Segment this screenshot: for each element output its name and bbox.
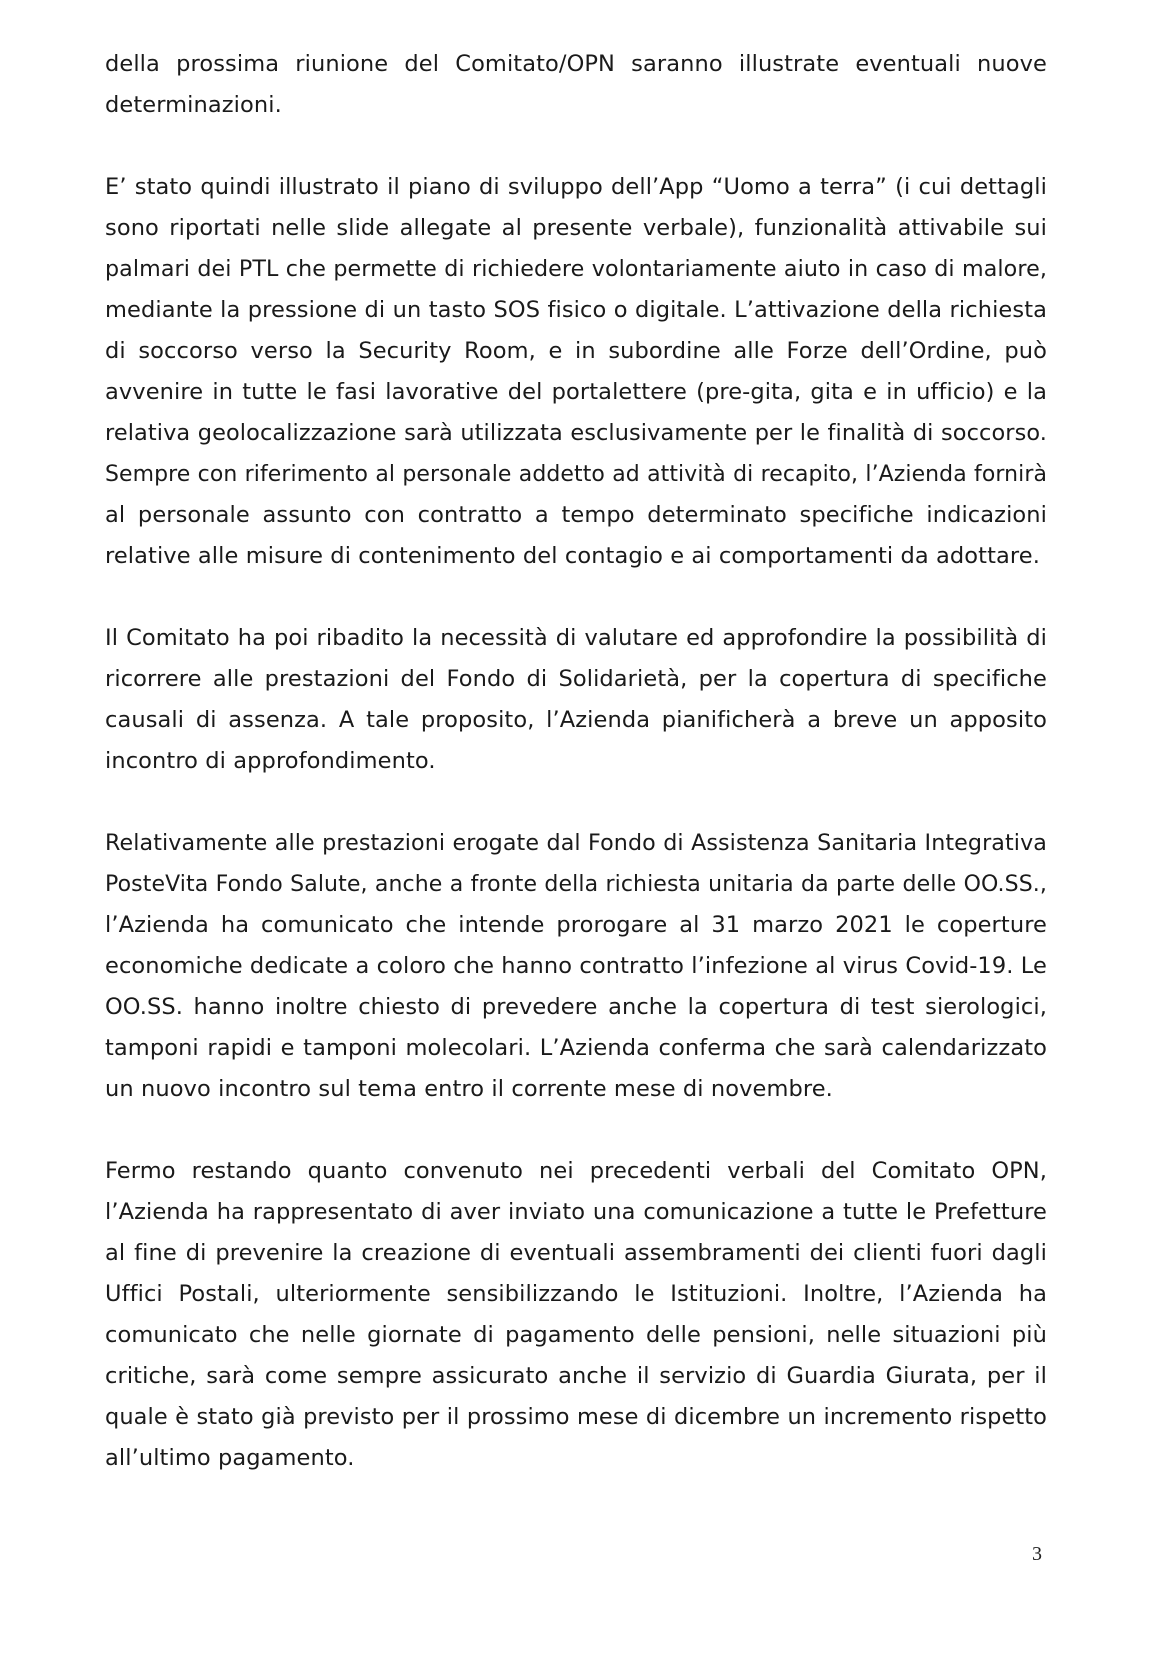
text-line: determinazioni. xyxy=(105,92,282,118)
text-line: E’ stato quindi illustrato il piano di sviluppo dell’App “Uomo a terra” (i cui dettagli xyxy=(105,174,1047,200)
text-line: causali di assenza. A tale proposito, l’Azienda pianificherà a breve un apposito xyxy=(105,707,1047,733)
text-line: Uffici Postali, ulteriormente sensibilizzando le Istituzioni. Inoltre, l’Azienda ha xyxy=(105,1281,1047,1307)
paragraph-spacer xyxy=(105,126,1047,167)
text-line: l’Azienda ha comunicato che intende prorogare al 31 marzo 2021 le coperture xyxy=(105,912,1047,938)
text-line: Sempre con riferimento al personale addetto ad attività di recapito, l’Azienda fornirà xyxy=(105,462,1047,487)
text-line: ricorrere alle prestazioni del Fondo di Solidarietà, per la copertura di specifiche xyxy=(105,666,1047,692)
paragraph-2 xyxy=(105,167,1047,577)
paragraph-4 xyxy=(105,823,1047,1110)
paragraph-spacer xyxy=(105,782,1047,823)
paragraph-spacer xyxy=(105,577,1047,618)
page-number: 3 xyxy=(1032,1543,1042,1565)
text-line: OO.SS. hanno inoltre chiesto di prevedere anche la copertura di test sierologici, xyxy=(105,994,1047,1020)
paragraph-5 xyxy=(105,1151,1047,1479)
paragraph-spacer xyxy=(105,1110,1047,1151)
text-line: un nuovo incontro sul tema entro il corrente mese di novembre. xyxy=(105,1076,833,1102)
text-line: Il Comitato ha poi ribadito la necessità di valutare ed approfondire la possibilità di xyxy=(105,625,1047,651)
text-line: sono riportati nelle slide allegate al presente verbale), funzionalità attivabile sui xyxy=(105,215,1047,241)
paragraph-3 xyxy=(105,618,1047,782)
text-line: della prossima riunione del Comitato/OPN saranno illustrate eventuali nuove xyxy=(105,51,1047,77)
text-line: relativa geolocalizzazione sarà utilizzata esclusivamente per le finalità di soccorso. xyxy=(105,420,1047,446)
text-line: comunicato che nelle giornate di pagamento delle pensioni, nelle situazioni più xyxy=(105,1322,1047,1348)
text-line: di soccorso verso la Security Room, e in subordine alle Forze dell’Ordine, può xyxy=(105,338,1047,364)
text-line: critiche, sarà come sempre assicurato anche il servizio di Guardia Giurata, per il xyxy=(105,1363,1047,1389)
text-line: economiche dedicate a coloro che hanno contratto l’infezione al virus Covid-19. Le xyxy=(105,953,1047,979)
text-line: PosteVita Fondo Salute, anche a fronte della richiesta unitaria da parte delle OO.SS., xyxy=(105,872,1047,897)
document-page xyxy=(105,44,1047,1479)
text-line: quale è stato già previsto per il prossimo mese di dicembre un incremento rispetto xyxy=(105,1404,1047,1430)
text-line: mediante la pressione di un tasto SOS fisico o digitale. L’attivazione della richiesta xyxy=(105,297,1047,323)
text-line: relative alle misure di contenimento del contagio e ai comportamenti da adottare. xyxy=(105,543,1040,569)
text-line: Relativamente alle prestazioni erogate dal Fondo di Assistenza Sanitaria Integrativa xyxy=(105,830,1047,856)
paragraph-1 xyxy=(105,44,1047,126)
text-line: incontro di approfondimento. xyxy=(105,748,436,774)
text-line: avvenire in tutte le fasi lavorative del portalettere (pre-gita, gita e in ufficio) e la xyxy=(105,379,1047,405)
text-line: tamponi rapidi e tamponi molecolari. L’Azienda conferma che sarà calendarizzato xyxy=(105,1035,1047,1061)
text-line: all’ultimo pagamento. xyxy=(105,1445,355,1471)
text-line: Fermo restando quanto convenuto nei precedenti verbali del Comitato OPN, xyxy=(105,1158,1047,1184)
text-line: al fine di prevenire la creazione di eventuali assembramenti dei clienti fuori dagli xyxy=(105,1240,1047,1266)
text-line: palmari dei PTL che permette di richiedere volontariamente aiuto in caso di malore, xyxy=(105,256,1047,282)
text-line: al personale assunto con contratto a tempo determinato specifiche indicazioni xyxy=(105,502,1047,528)
text-line: l’Azienda ha rappresentato di aver inviato una comunicazione a tutte le Prefetture xyxy=(105,1199,1047,1225)
